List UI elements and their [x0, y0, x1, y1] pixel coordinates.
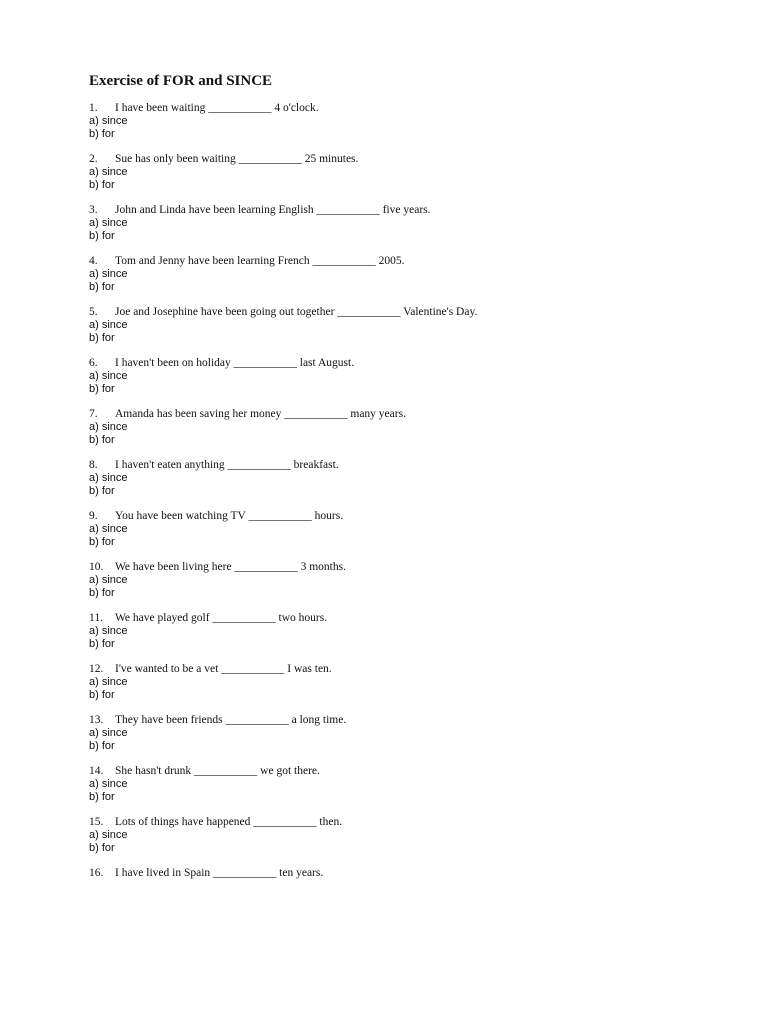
option-for[interactable]: b) for: [89, 433, 115, 446]
question-number: 3.: [89, 203, 98, 216]
question-text: Amanda has been saving her money ___________ many years.: [115, 407, 406, 420]
question-line: [89, 663, 709, 676]
option-for[interactable]: b) for: [89, 178, 115, 191]
question-item: [89, 867, 709, 880]
question-number: 4.: [89, 254, 98, 267]
option-since[interactable]: a) since: [89, 216, 128, 229]
question-line: [89, 714, 709, 727]
page-title: Exercise of FOR and SINCE: [89, 73, 273, 89]
option-since[interactable]: a) since: [89, 471, 128, 484]
question-text: We have played golf ___________ two hours.: [115, 611, 328, 624]
question-line: [89, 204, 709, 217]
option-for[interactable]: b) for: [89, 535, 115, 548]
question-line: [89, 459, 709, 472]
question-number: 1.: [89, 102, 98, 114]
question-line: [89, 816, 709, 829]
question-text: I haven't been on holiday ___________ last August.: [115, 356, 355, 369]
option-since[interactable]: a) since: [89, 522, 128, 535]
option-for[interactable]: b) for: [89, 331, 115, 344]
question-number: 6.: [89, 356, 98, 369]
option-for[interactable]: b) for: [89, 586, 115, 599]
question-text: I have lived in Spain ___________ ten years.: [115, 866, 324, 879]
question-list: [89, 102, 709, 880]
question-number: 10.: [89, 560, 104, 573]
option-for[interactable]: b) for: [89, 841, 115, 854]
question-item: [89, 204, 709, 243]
question-item: [89, 102, 709, 141]
question-line: [89, 408, 709, 421]
question-item: [89, 408, 709, 447]
question-number: 8.: [89, 458, 98, 471]
question-text: I've wanted to be a vet ___________ I was ten.: [115, 662, 332, 675]
question-number: 7.: [89, 407, 98, 420]
question-number: 13.: [89, 713, 104, 726]
option-since[interactable]: a) since: [89, 267, 128, 280]
question-text: I have been waiting ___________ 4 o'clock.: [115, 102, 319, 114]
question-number: 15.: [89, 815, 104, 828]
question-item: [89, 561, 709, 600]
question-number: 12.: [89, 662, 104, 675]
option-for[interactable]: b) for: [89, 280, 115, 293]
question-item: [89, 153, 709, 192]
question-line: [89, 510, 709, 523]
question-item: [89, 663, 709, 702]
option-for[interactable]: b) for: [89, 688, 115, 701]
question-number: 11.: [89, 611, 103, 624]
option-since[interactable]: a) since: [89, 624, 128, 637]
question-line: [89, 153, 709, 166]
question-text: They have been friends ___________ a long time.: [115, 713, 347, 726]
option-for[interactable]: b) for: [89, 637, 115, 650]
option-since[interactable]: a) since: [89, 828, 128, 841]
question-text: Sue has only been waiting ___________ 25 minutes.: [115, 152, 359, 165]
question-item: [89, 306, 709, 345]
question-line: [89, 612, 709, 625]
question-line: [89, 255, 709, 268]
question-item: [89, 765, 709, 804]
question-item: [89, 612, 709, 651]
question-number: 14.: [89, 764, 104, 777]
option-since[interactable]: a) since: [89, 726, 128, 739]
option-since[interactable]: a) since: [89, 675, 128, 688]
question-text: You have been watching TV ___________ hours.: [115, 509, 344, 522]
option-for[interactable]: b) for: [89, 127, 115, 140]
option-for[interactable]: b) for: [89, 739, 115, 752]
question-text: I haven't eaten anything ___________ breakfast.: [115, 458, 339, 471]
option-since[interactable]: a) since: [89, 573, 128, 586]
option-for[interactable]: b) for: [89, 382, 115, 395]
option-since[interactable]: a) since: [89, 318, 128, 331]
question-line: [89, 357, 709, 370]
question-item: [89, 255, 709, 294]
question-number: 16.: [89, 866, 104, 879]
option-since[interactable]: a) since: [89, 777, 128, 790]
question-text: Joe and Josephine have been going out together ___________ Valentine's Day.: [115, 305, 478, 318]
question-number: 2.: [89, 152, 98, 165]
question-number: 5.: [89, 305, 98, 318]
question-text: Lots of things have happened ___________ then.: [115, 815, 343, 828]
question-text: She hasn't drunk ___________ we got there.: [115, 764, 320, 777]
option-since[interactable]: a) since: [89, 420, 128, 433]
worksheet-page: [89, 72, 709, 892]
question-text: We have been living here ___________ 3 months.: [115, 560, 346, 573]
option-since[interactable]: a) since: [89, 369, 128, 382]
question-line: [89, 102, 709, 115]
option-since[interactable]: a) since: [89, 165, 128, 178]
option-for[interactable]: b) for: [89, 484, 115, 497]
question-item: [89, 357, 709, 396]
question-text: Tom and Jenny have been learning French ___________ 2005.: [115, 254, 405, 267]
option-for[interactable]: b) for: [89, 790, 115, 803]
option-for[interactable]: b) for: [89, 229, 115, 242]
question-text: John and Linda have been learning English ___________ five years.: [115, 203, 431, 216]
question-line: [89, 306, 709, 319]
question-number: 9.: [89, 509, 98, 522]
question-item: [89, 714, 709, 753]
question-line: [89, 561, 709, 574]
question-item: [89, 510, 709, 549]
question-line: [89, 867, 709, 880]
question-line: [89, 765, 709, 778]
option-since[interactable]: a) since: [89, 115, 128, 127]
question-item: [89, 459, 709, 498]
question-item: [89, 816, 709, 855]
